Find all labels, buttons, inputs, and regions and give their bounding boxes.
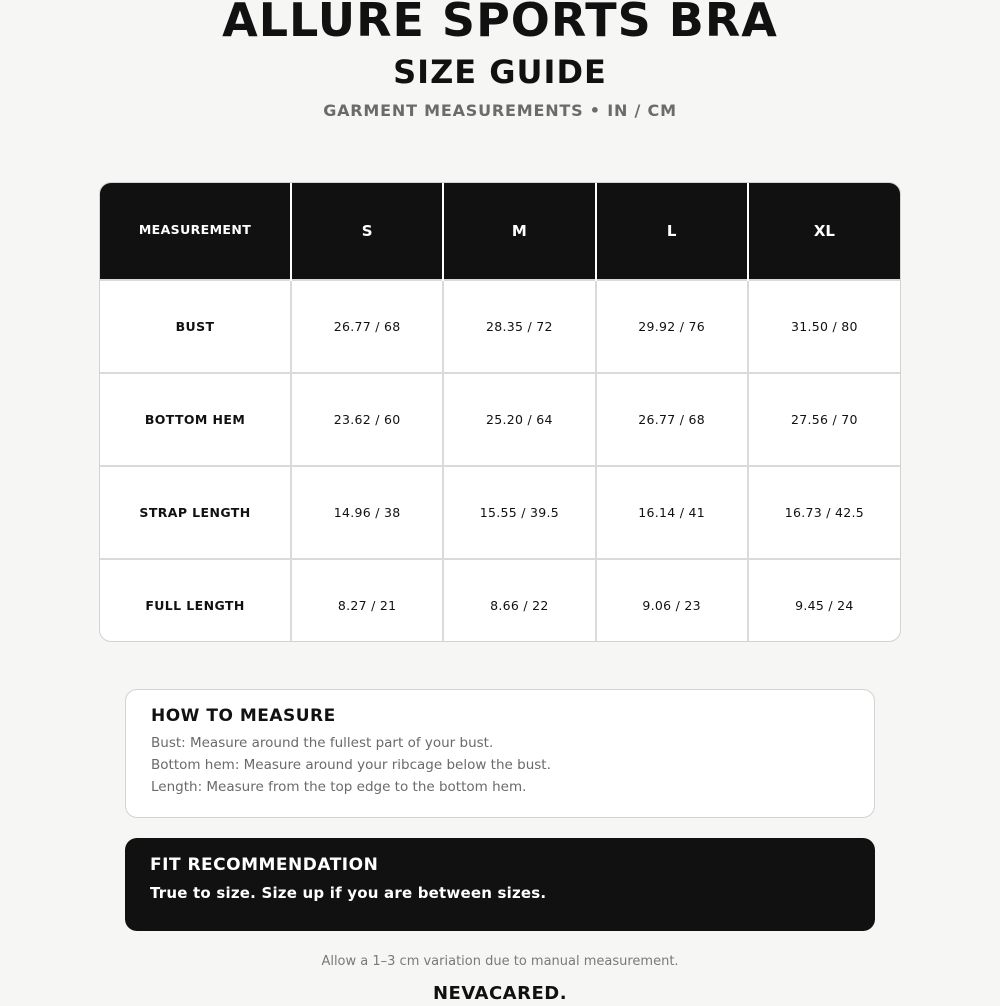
fit-recommendation-title: FIT RECOMMENDATION bbox=[150, 855, 379, 875]
column-header-measurement: MEASUREMENT bbox=[100, 183, 291, 280]
size-table-container bbox=[99, 182, 901, 642]
row-label: BUST bbox=[100, 280, 291, 373]
variation-footnote: Allow a 1–3 cm variation due to manual measurement. bbox=[321, 954, 679, 969]
column-header-s: S bbox=[291, 183, 443, 280]
table-cell: 8.27 / 21 bbox=[291, 559, 443, 642]
table-cell: 16.14 / 41 bbox=[596, 466, 748, 559]
how-to-measure-line: Bust: Measure around the fullest part of your bust. bbox=[151, 735, 494, 751]
table-row bbox=[100, 559, 900, 642]
fit-recommendation-text: True to size. Size up if you are between sizes. bbox=[150, 884, 547, 902]
table-cell: 27.56 / 70 bbox=[748, 373, 900, 466]
table-cell: 26.77 / 68 bbox=[291, 280, 443, 373]
how-to-measure-card bbox=[125, 689, 875, 818]
table-cell: 25.20 / 64 bbox=[443, 373, 595, 466]
table-cell: 26.77 / 68 bbox=[596, 373, 748, 466]
row-label: FULL LENGTH bbox=[100, 559, 291, 642]
column-header-m: M bbox=[443, 183, 595, 280]
table-cell: 9.45 / 24 bbox=[748, 559, 900, 642]
how-to-measure-title: HOW TO MEASURE bbox=[151, 706, 336, 726]
row-label: BOTTOM HEM bbox=[100, 373, 291, 466]
table-cell: 9.06 / 23 bbox=[596, 559, 748, 642]
table-header-row bbox=[100, 183, 900, 280]
table-cell: 23.62 / 60 bbox=[291, 373, 443, 466]
table-row bbox=[100, 466, 900, 559]
table-cell: 8.66 / 22 bbox=[443, 559, 595, 642]
table-cell: 31.50 / 80 bbox=[748, 280, 900, 373]
table-cell: 14.96 / 38 bbox=[291, 466, 443, 559]
brand-logo-text: NEVACARED. bbox=[432, 983, 568, 1004]
how-to-measure-line: Bottom hem: Measure around your ribcage below the bust. bbox=[151, 757, 551, 773]
row-label: STRAP LENGTH bbox=[100, 466, 291, 559]
fit-recommendation-card bbox=[125, 838, 875, 931]
page-tagline: GARMENT MEASUREMENTS • IN / CM bbox=[323, 101, 677, 120]
how-to-measure-line: Length: Measure from the top edge to the bottom hem. bbox=[151, 779, 527, 795]
table-row bbox=[100, 280, 900, 373]
page-title: ALLURE SPORTS BRA bbox=[222, 0, 778, 47]
column-header-xl: XL bbox=[748, 183, 900, 280]
table-row bbox=[100, 373, 900, 466]
table-cell: 15.55 / 39.5 bbox=[443, 466, 595, 559]
page-subtitle: SIZE GUIDE bbox=[393, 53, 607, 91]
table-cell: 28.35 / 72 bbox=[443, 280, 595, 373]
table-cell: 29.92 / 76 bbox=[596, 280, 748, 373]
column-header-l: L bbox=[596, 183, 748, 280]
table-cell: 16.73 / 42.5 bbox=[748, 466, 900, 559]
size-table bbox=[100, 183, 900, 642]
